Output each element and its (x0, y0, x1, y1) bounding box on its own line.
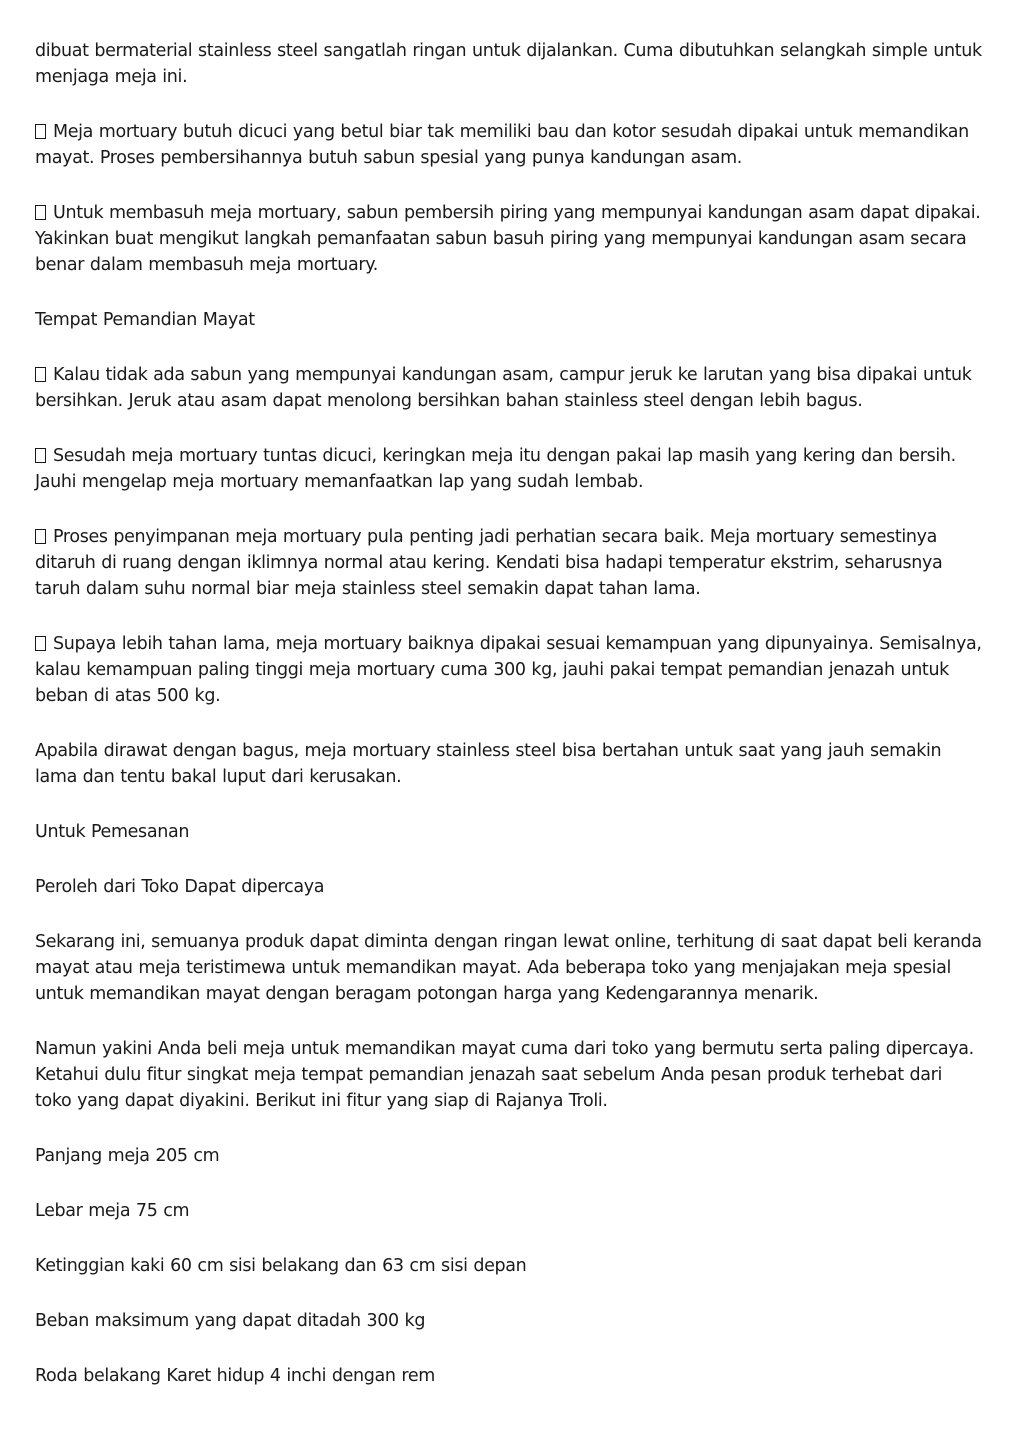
missing-glyph-bullet-icon (35, 367, 46, 382)
bullet-item-cleaning-need: Meja mortuary butuh dicuci yang betul biar tak memiliki bau dan kotor sesudah dipakai untuk memandikan mayat. Proses pembersihannya butuh sabun spesial yang punya kandungan asam. (35, 122, 969, 168)
bullet-item-dish-soap: Untuk membasuh meja mortuary, sabun pembersih piring yang mempunyai kandungan asam dapat dipakai. Yakinkan buat mengikut langkah pemanfaatan sabun basuh piring yang mempunyai kandungan asam secara benar dalam membasuh meja mortuary. (35, 203, 981, 275)
missing-glyph-bullet-icon (35, 529, 46, 544)
section-heading-tempat-pemandian: Tempat Pemandian Mayat (35, 310, 255, 330)
bullet-item-citrus: Kalau tidak ada sabun yang mempunyai kandungan asam, campur jeruk ke larutan yang bisa dipakai untuk bersihkan. Jeruk atau asam dapat menolong bersihkan bahan stainless steel dengan lebih bagus. (35, 365, 972, 411)
paragraph-online-shopping: Sekarang ini, semuanya produk dapat diminta dengan ringan lewat online, terhitung di saat dapat beli keranda mayat atau meja teristimewa untuk memandikan mayat. Ada beberapa toko yang menjajakan meja spesial untuk memandikan mayat dengan beragam potongan harga yang Kedengarannya menarik. (35, 932, 982, 1004)
spec-item-rear-wheel: Roda belakang Karet hidup 4 inchi dengan rem (35, 1366, 435, 1386)
section-heading-pemesanan: Untuk Pemesanan (35, 822, 190, 842)
missing-glyph-bullet-icon (35, 124, 46, 139)
paragraph-durability: Apabila dirawat dengan bagus, meja mortuary stainless steel bisa bertahan untuk saat yang jauh semakin lama dan tentu bakal luput dari kerusakan. (35, 741, 942, 787)
spec-item-leg-height: Ketinggian kaki 60 cm sisi belakang dan 63 cm sisi depan (35, 1256, 527, 1276)
missing-glyph-bullet-icon (35, 636, 46, 651)
spec-item-width: Lebar meja 75 cm (35, 1201, 190, 1221)
missing-glyph-bullet-icon (35, 205, 46, 220)
bullet-item-capacity: Supaya lebih tahan lama, meja mortuary baiknya dipakai sesuai kemampuan yang dipunyainya. Semisalnya, kalau kemampuan paling tinggi meja mortuary cuma 300 kg, jauhi pakai tempat pemandian jenazah untuk beban di atas 500 kg. (35, 634, 982, 706)
section-heading-toko: Peroleh dari Toko Dapat dipercaya (35, 877, 325, 897)
spec-item-max-load: Beban maksimum yang dapat ditadah 300 kg (35, 1311, 426, 1331)
paragraph-intro-continuation: dibuat bermaterial stainless steel sangatlah ringan untuk dijalankan. Cuma dibutuhkan selangkah simple untuk menjaga meja ini. (35, 41, 982, 87)
paragraph-trusted-store: Namun yakini Anda beli meja untuk memandikan mayat cuma dari toko yang bermutu serta paling dipercaya. Ketahui dulu fitur singkat meja tempat pemandian jenazah saat sebelum Anda pesan produk terhebat dari toko yang dapat diyakini. Berikut ini fitur yang siap di Rajanya Troli. (35, 1039, 974, 1111)
bullet-item-drying: Sesudah meja mortuary tuntas dicuci, keringkan meja itu dengan pakai lap masih yang kering dan bersih. Jauhi mengelap meja mortuary memanfaatkan lap yang sudah lembab. (35, 446, 956, 492)
missing-glyph-bullet-icon (35, 448, 46, 463)
spec-item-length: Panjang meja 205 cm (35, 1146, 220, 1166)
bullet-item-storage: Proses penyimpanan meja mortuary pula penting jadi perhatian secara baik. Meja mortuary semestinya ditaruh di ruang dengan iklimnya normal atau kering. Kendati bisa hadapi temperatur ekstrim, seharusnya taruh dalam suhu normal biar meja stainless steel semakin dapat tahan lama. (35, 527, 943, 599)
